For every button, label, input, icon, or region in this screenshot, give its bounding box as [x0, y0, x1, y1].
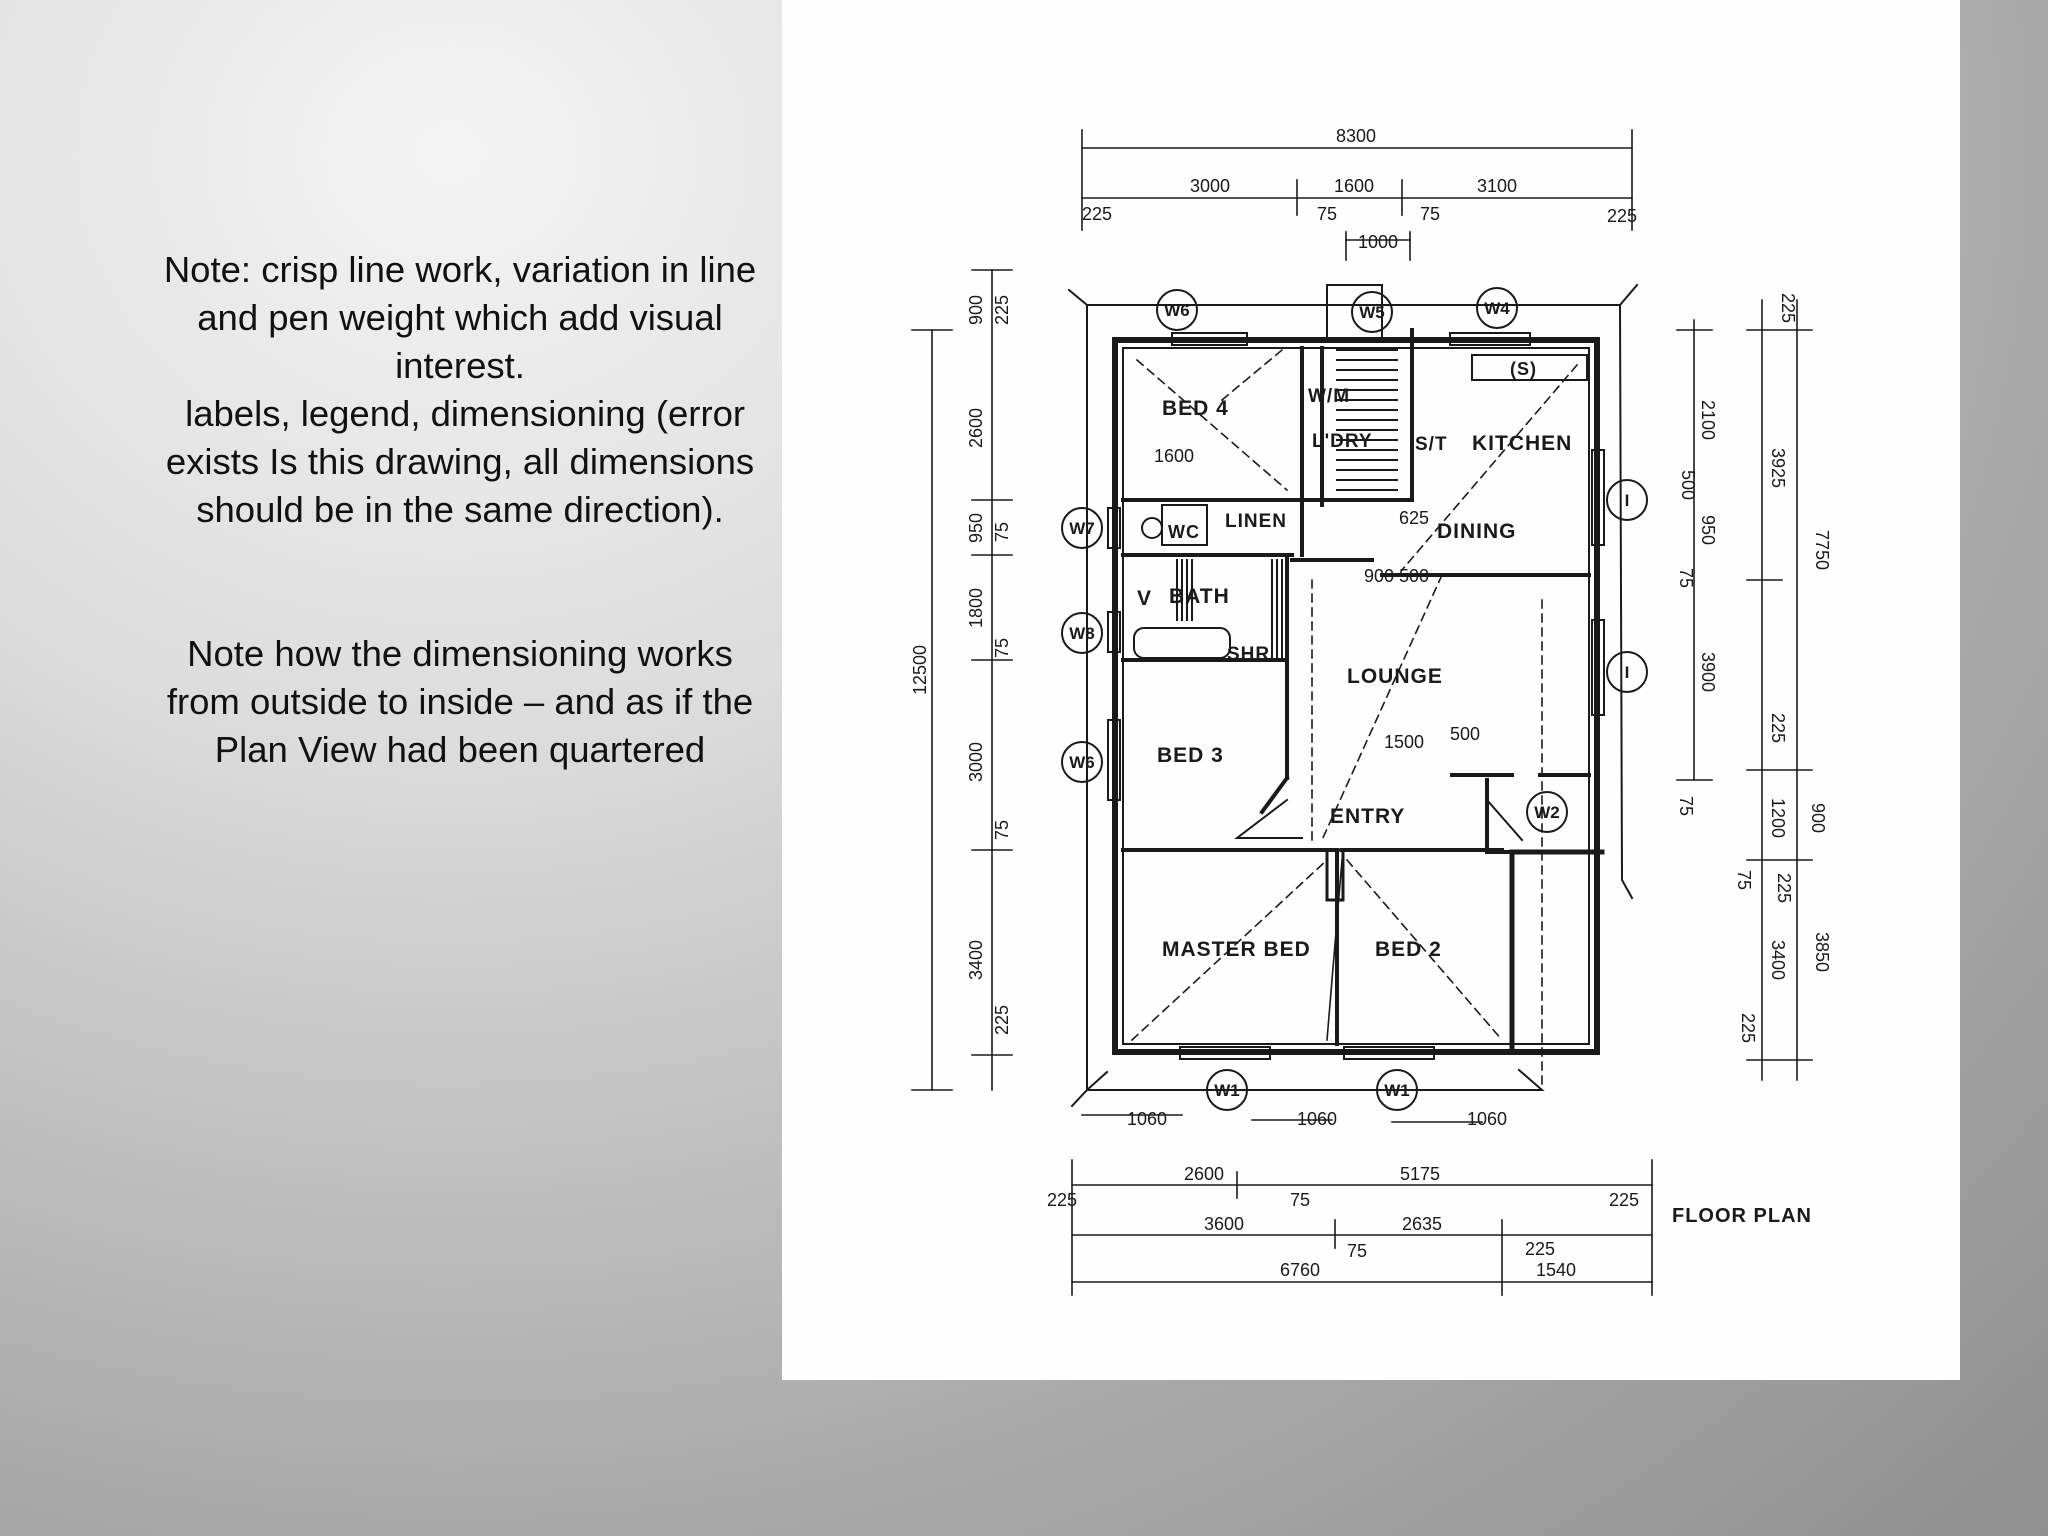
note-line: labels, legend, dimensioning (error [174, 393, 746, 434]
window-tag: W5 [1359, 303, 1385, 322]
dim-label: 225 [1738, 1012, 1758, 1044]
dim-label: 500 [1678, 469, 1698, 501]
plan-title: FLOOR PLAN [1672, 1205, 1812, 1227]
dim-label: 2600 [966, 407, 986, 449]
room-label: DINING [1437, 520, 1517, 543]
room-label: BED 3 [1157, 744, 1224, 767]
dim-label: 900 [966, 294, 986, 326]
note-line: Note: crisp line work, variation in line [163, 249, 757, 290]
dim-label: 75 [1346, 1241, 1368, 1261]
dim-label: 1000 [1357, 232, 1399, 252]
dim-label: 950 [1698, 514, 1718, 546]
dim-label: 225 [992, 1004, 1012, 1036]
dim-label: 225 [1524, 1239, 1556, 1259]
window-tag: W6 [1164, 301, 1190, 320]
dim-label: 3900 [1698, 651, 1718, 693]
dim-label: 1800 [966, 587, 986, 629]
dim-label: 3600 [1203, 1214, 1245, 1234]
window-tag: W6 [1069, 753, 1095, 772]
room-label: V [1137, 587, 1153, 610]
dim-label: 2635 [1401, 1214, 1443, 1234]
room-label: S/T [1415, 434, 1448, 455]
dim-label: 3000 [1189, 176, 1231, 196]
room-label: LINEN [1225, 511, 1287, 532]
dim-label: 900 [1808, 802, 1828, 834]
dim-label: 2600 [1183, 1164, 1225, 1184]
dim-label: 75 [1419, 204, 1441, 224]
room-label: KITCHEN [1472, 432, 1573, 455]
note-line: from outside to inside – and as if the [166, 681, 754, 722]
dim-label: 1060 [1296, 1109, 1338, 1129]
note-line: and pen weight which add visual [197, 297, 723, 338]
dim-label: 225 [1046, 1190, 1078, 1210]
dim-label: 1060 [1466, 1109, 1508, 1129]
note-line: Plan View had been quartered [214, 729, 706, 770]
dim-label: 500 [1398, 566, 1430, 586]
notes-text [132, 246, 788, 774]
note-line: exists Is this drawing, all dimensions [165, 441, 755, 482]
window-tag: W2 [1534, 803, 1560, 822]
dim-label: 7750 [1812, 529, 1832, 571]
room-label: BATH [1169, 585, 1230, 608]
room-label: LOUNGE [1347, 665, 1443, 688]
dim-label: 3100 [1476, 176, 1518, 196]
bath-tub [1134, 628, 1230, 658]
dim-label: 1600 [1333, 176, 1375, 196]
dims-left [910, 295, 1012, 1035]
window-tag: W1 [1384, 1081, 1410, 1100]
room-label: SHR [1227, 644, 1271, 665]
room-label: ENTRY [1330, 805, 1406, 828]
floor-plan-drawing [782, 0, 1960, 1380]
dim-label: 6760 [1279, 1260, 1321, 1280]
dim-label: 3400 [966, 939, 986, 981]
dim-label: 500 [1449, 724, 1481, 744]
note-line: should be in the same direction). [196, 489, 724, 530]
window-tag-circles [1062, 288, 1647, 1110]
dims-bottom [1047, 1109, 1639, 1280]
window-tag: I [1624, 663, 1630, 682]
dim-label: 1540 [1535, 1260, 1577, 1280]
note-line: Note how the dimensioning works [187, 633, 733, 674]
window-tag: W4 [1484, 299, 1510, 318]
room-label: WC [1168, 522, 1200, 542]
dim-label: 225 [1081, 204, 1113, 224]
window-tag: W1 [1214, 1081, 1240, 1100]
dim-lines-right [1677, 300, 1812, 1080]
dim-label: 1060 [1126, 1109, 1168, 1129]
dim-label: 75 [992, 521, 1012, 543]
dim-label: 225 [992, 294, 1012, 326]
window-tag: I [1624, 491, 1630, 510]
dim-label: 1600 [1153, 446, 1195, 466]
window-tag: W7 [1069, 519, 1095, 538]
dims-right [1676, 293, 1832, 1043]
dim-label: 3925 [1768, 447, 1788, 489]
floor-plan-panel [782, 0, 1960, 1380]
dim-label: 1200 [1768, 797, 1788, 839]
dim-label: 75 [1316, 204, 1338, 224]
dim-label: 5175 [1399, 1164, 1441, 1184]
dim-label: 1500 [1383, 732, 1425, 752]
dim-label: 3000 [966, 741, 986, 783]
dim-label: 3400 [1768, 939, 1788, 981]
dim-label: 900 [1363, 566, 1395, 586]
room-label: W/M [1308, 386, 1351, 407]
dim-label: 75 [1289, 1190, 1311, 1210]
dim-label: 950 [966, 512, 986, 544]
dim-label: 225 [1606, 206, 1638, 226]
dim-label: 225 [1768, 712, 1788, 744]
dim-label: 225 [1778, 292, 1798, 324]
dim-label: 2100 [1698, 399, 1718, 441]
dim-label: 75 [992, 819, 1012, 841]
dim-label: 12500 [910, 644, 930, 696]
room-label: BED 2 [1375, 938, 1442, 961]
dim-label: 75 [1676, 567, 1696, 589]
dim-label: 3850 [1812, 931, 1832, 973]
room-label: BED 4 [1162, 397, 1229, 420]
dim-label: 225 [1608, 1190, 1640, 1210]
dim-label: 75 [1676, 795, 1696, 817]
room-label: MASTER BED [1162, 938, 1311, 961]
room-label: L'DRY [1312, 431, 1373, 452]
dim-label: 225 [1774, 872, 1794, 904]
room-label: (S) [1510, 359, 1537, 379]
dim-label: 625 [1398, 508, 1430, 528]
dim-label: 8300 [1335, 126, 1377, 146]
dim-label: 75 [992, 637, 1012, 659]
window-tag: W8 [1069, 624, 1095, 643]
note-line: interest. [395, 345, 525, 386]
dim-label: 75 [1734, 869, 1754, 891]
